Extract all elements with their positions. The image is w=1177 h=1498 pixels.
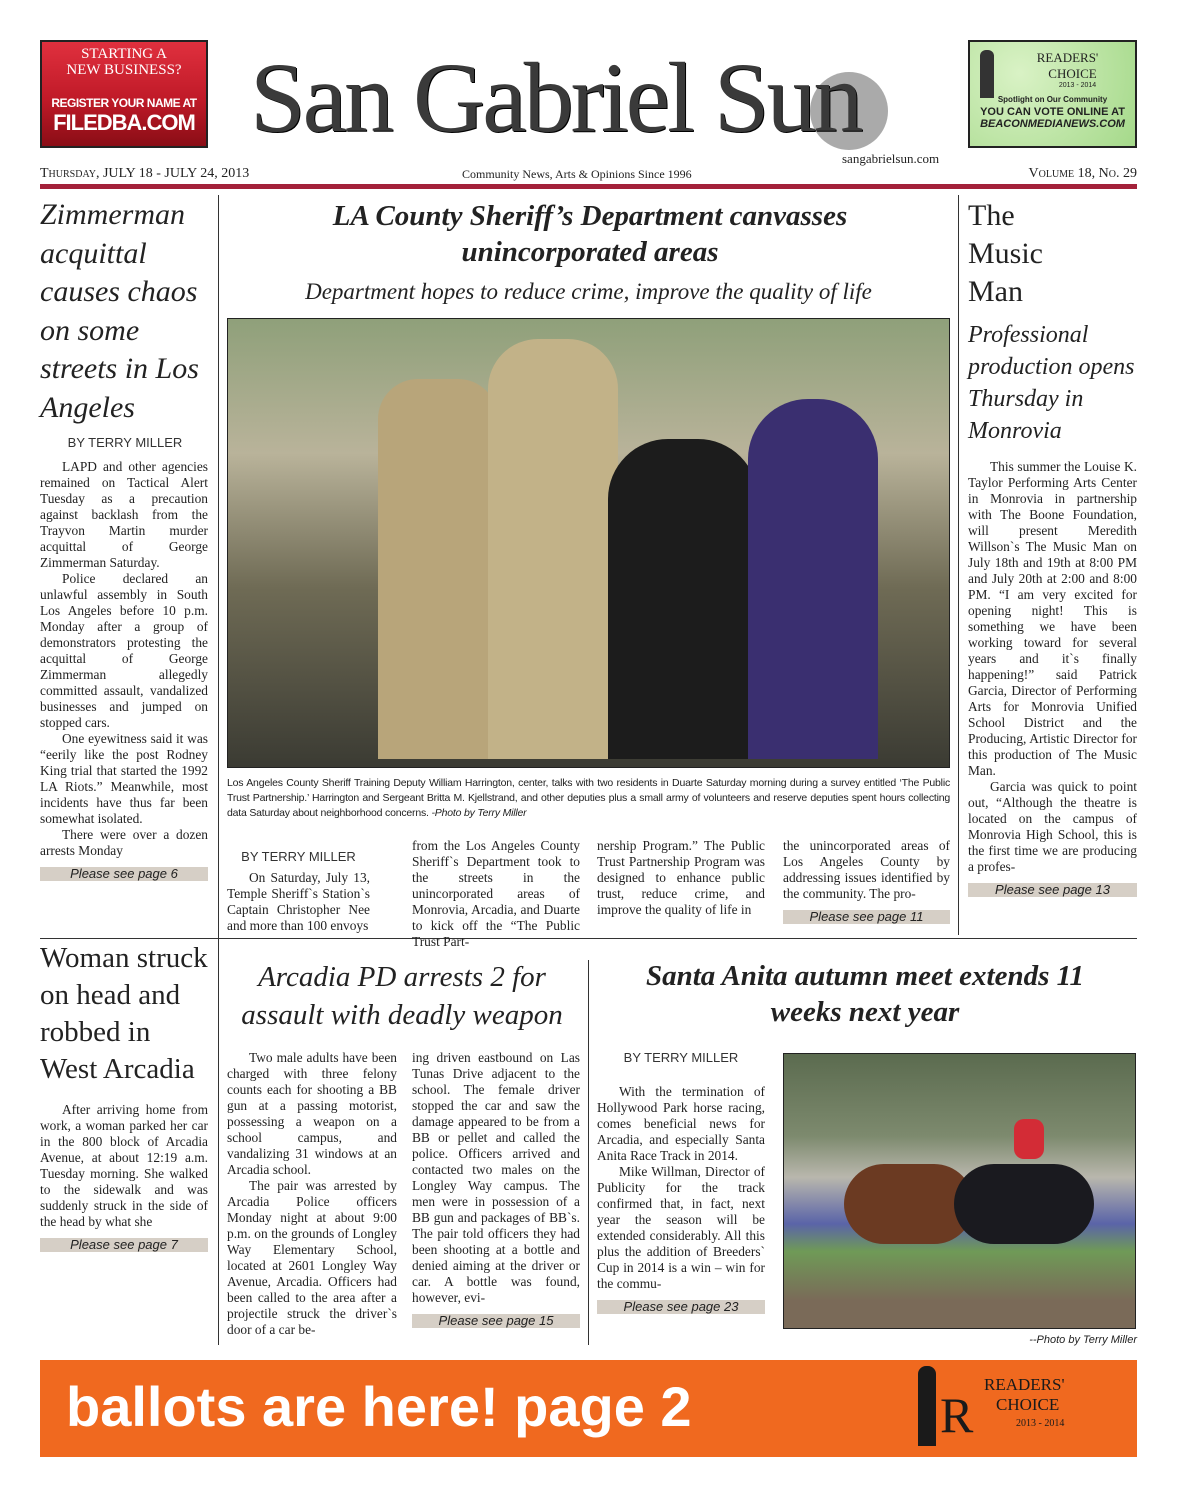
- banner-text: ballots are here! page 2: [66, 1375, 692, 1438]
- divider: [958, 195, 959, 935]
- logo-line2: CHOICE: [996, 1395, 1060, 1414]
- woman-article: [40, 940, 210, 1252]
- paragraph: One eyewitness said it was “eerily like the post Rodney King trial that started the 1992 LA Riots.” Meanwhile, most incidents have thus far been somewhat isolated.: [40, 731, 208, 826]
- paragraph: Mike Willman, Director of Publicity for the track confirmed that, in fact, next year the season will be extended considerably. All this plus the addition of Breeders` Cup in 2014 is a win – win for the commu-: [597, 1164, 765, 1291]
- santa-anita-body: [597, 1084, 765, 1292]
- sheriff-col-2: from the Los Angeles County Sheriff`s Department took to the streets in the unincorporated areas of Monrovia, Arcadia, and Duarte to kick off the “The Public Trust Part-: [412, 838, 580, 949]
- continued-link[interactable]: Please see page 6: [40, 867, 208, 881]
- horse-race-photo: [783, 1053, 1136, 1329]
- arcadia-col-2: ing driven eastbound on Las Tunas Drive adjacent to the school. The female driver stopped the car and saw the damage appeared to be from a BB or pellet and called the police. Officers arrived and contacted two males on the Longley Way campus. The men were in possession of a BB gun and packages of BB`s. The pair told officers they had been shooting at a bottle and denied aiming at the driver or car. A bottle was found, however, evi-: [412, 1050, 580, 1305]
- arcadia-col-2-wrap: [412, 1050, 580, 1328]
- rc-cta2: BEACONMEDIANEWS.COM: [980, 118, 1125, 130]
- music-headline[interactable]: The Music Man: [968, 199, 1043, 308]
- sheriff-col-1: On Saturday, July 13, Temple Sheriff`s Station`s Captain Christopher Nee and more than 100 envoys: [227, 870, 370, 933]
- sheriff-col-3: nership Program.” The Public Trust Partnership Program was designed to enhance public trust, reduce crime, and improve the quality of life in: [597, 838, 765, 917]
- rc-logo-line2: CHOICE: [1048, 66, 1097, 81]
- ad-line4: FILEDBA.COM: [53, 110, 195, 135]
- photo-credit: -Photo by Terry Miller: [431, 807, 527, 819]
- zimmerman-headline[interactable]: Zimmerman acquittal causes chaos on some streets in Los Angeles: [40, 198, 199, 424]
- rc-logo-line1: READERS': [1036, 50, 1099, 65]
- paragraph: Two male adults have been charged with three felony counts each for shooting a BB gun at a passing motorist, possessing a weapon on a school campus, and vandalizing 31 windows at an Arcadia school.: [227, 1050, 397, 1177]
- horse-photo-credit: --Photo by Terry Miller: [1029, 1334, 1137, 1346]
- readers-choice-logo: [918, 1366, 1118, 1450]
- woman-headline[interactable]: Woman struck on head and robbed in West Arcadia: [40, 942, 208, 1085]
- ad-line1: STARTING A: [81, 46, 167, 62]
- santa-anita-headline[interactable]: Santa Anita autumn meet extends 11 weeks next year: [645, 960, 1085, 1028]
- masthead-title: San Gabriel Sun: [250, 42, 861, 153]
- zimmerman-article: [40, 196, 210, 881]
- arcadia-col-1: [227, 1050, 397, 1338]
- paragraph: With the termination of Hollywood Park horse racing, comes beneficial news for Arcadia, and especially Santa Anita Race Track in 2014.: [597, 1084, 765, 1163]
- volume: Volume 18, No. 29: [1028, 166, 1137, 181]
- zimmerman-byline: BY TERRY MILLER: [67, 435, 183, 450]
- rc-tagline: Spotlight on Our Community: [997, 95, 1108, 104]
- continued-link[interactable]: Please see page 13: [968, 883, 1137, 897]
- music-subhead: Professional production opens Thursday in Monrovia: [968, 322, 1135, 444]
- continued-link[interactable]: Please see page 7: [40, 1238, 208, 1252]
- rc-cta1: YOU CAN VOTE ONLINE AT: [980, 106, 1125, 118]
- continued-link[interactable]: Please see page 11: [783, 910, 950, 924]
- paragraph: This summer the Louise K. Taylor Performing Arts Center in Monrovia in partnership with The Boone Foundation, will present Meredith Willson`s The Music Man on July 18th and 19th at 8:00 PM and July 20th at 2:00 and 8:00 PM. “I am very excited for opening night! This is something we have been working toward for several years and it`s finally happening!” said Patrick Garcia, Director of Performing Arts for Monrovia Unified School District and the Producing, Artistic Director for this production of The Music Man.: [968, 459, 1137, 778]
- logo-line1: READERS': [984, 1375, 1065, 1394]
- sheriff-subhead: Department hopes to reduce crime, improve the quality of life: [305, 279, 872, 304]
- arcadia-headline[interactable]: Arcadia PD arrests 2 for assault with deadly weapon: [241, 961, 563, 1031]
- header-rule: [40, 184, 1137, 189]
- website: sangabrielsun.com: [842, 151, 940, 166]
- continued-link[interactable]: Please see page 15: [412, 1314, 580, 1328]
- issue-date: Thursday, JULY 18 - JULY 24, 2013: [40, 166, 250, 181]
- zimmerman-body: [40, 459, 208, 859]
- filedba-ad[interactable]: [40, 40, 208, 148]
- sheriff-col-1-wrap: [227, 849, 370, 934]
- ad-line3: REGISTER YOUR NAME AT: [51, 96, 197, 110]
- music-body: [968, 459, 1137, 875]
- sheriff-col-4-wrap: [783, 838, 950, 924]
- sheriff-headline[interactable]: LA County Sheriff’s Department canvasses unincorporated areas: [332, 200, 848, 268]
- ballots-banner[interactable]: [40, 1360, 1137, 1457]
- sheriff-photo: [227, 318, 950, 768]
- divider: [218, 195, 219, 1345]
- santa-anita-article: [597, 1050, 765, 1314]
- sheriff-byline: BY TERRY MILLER: [241, 849, 356, 864]
- logo-years: 2013 - 2014: [1016, 1418, 1065, 1429]
- santa-anita-byline: BY TERRY MILLER: [623, 1050, 739, 1065]
- readers-choice-ad[interactable]: [968, 40, 1137, 148]
- slogan: Community News, Arts & Opinions Since 1996: [462, 167, 692, 181]
- music-article: [968, 197, 1138, 897]
- woman-body: [40, 1102, 208, 1230]
- paragraph: After arriving home from work, a woman parked her car in the 800 block of Arcadia Avenue, at about 12:19 a.m. Tuesday morning. She walked to the sidewalk and was suddenly struck in the side of the head by what she: [40, 1102, 208, 1229]
- divider: [588, 960, 589, 1345]
- lighthouse-icon: [980, 50, 994, 98]
- sheriff-caption: [227, 776, 950, 821]
- paragraph: The pair was arrested by Arcadia Police officers Monday night at about 9:00 p.m. on the grounds of Longley Way Elementary School, located at 2601 Longley Way Avenue, Arcadia. Officers had been called to the area after a projectile struck the driver`s door of a car be-: [227, 1178, 397, 1337]
- caption-text: Los Angeles County Sheriff Training Deputy William Harrington, center, talks with two residents in Duarte Saturday morning during a survey entitled ‘The Public Trust Partnership.’ Harrington and Sergeant Britta M. Kjellstrand, and other deputies plus a small army of volunteers and reserve deputies spent hours collecting data Saturday about neighborhood concerns.: [227, 777, 950, 819]
- lighthouse-icon: [918, 1366, 936, 1446]
- rc-monogram: R: [940, 1390, 974, 1440]
- paragraph: There were over a dozen arrests Monday: [40, 827, 208, 858]
- rc-logo-years: 2013 - 2014: [1058, 82, 1097, 89]
- continued-link[interactable]: Please see page 23: [597, 1300, 765, 1314]
- paragraph: Police declared an unlawful assembly in South Los Angeles before 10 p.m. Monday after a group of demonstrators protesting the acquittal of George Zimmerman allegedly committed assault, vandalized businesses and jumped on stopped cars.: [40, 571, 208, 730]
- ad-line2: NEW BUSINESS?: [66, 62, 182, 78]
- sheriff-col-4: the unincorporated areas of Los Angeles County by addressing issues identified by the community. The pro-: [783, 838, 950, 901]
- paragraph: Garcia was quick to point out, “Although the theatre is located on the campus of Monrovia High School, this is the first time we are producing a profes-: [968, 779, 1137, 874]
- divider: [40, 938, 1137, 939]
- paragraph: LAPD and other agencies remained on Tactical Alert Tuesday as a precaution against backlash from the Trayvon Martin murder acquittal of George Zimmerman Saturday.: [40, 459, 208, 570]
